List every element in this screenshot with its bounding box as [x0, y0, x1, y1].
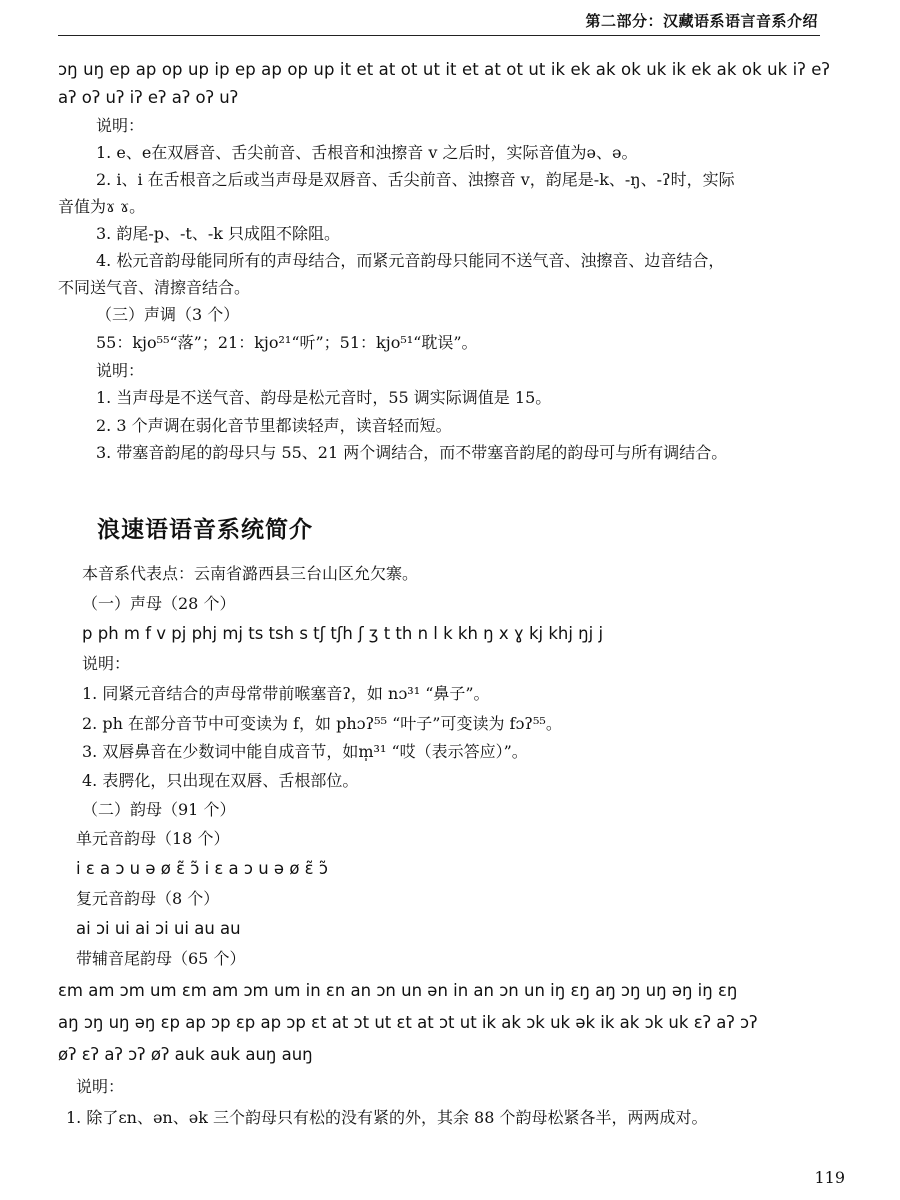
- initials-line: p ph m f v pj phj mj ts tsh s tʃ tʃh ʃ ʒ t th n l k kh ŋ x ɣ kj khj ŋj j: [82, 624, 604, 643]
- finals-heading: （二）韵母（91 个）: [82, 800, 236, 819]
- coda-line-3: øʔ ɛʔ aʔ ɔʔ øʔ auk auk auŋ auŋ: [58, 1045, 313, 1064]
- finals-line-1: ɔŋ uŋ ep ap op up ip ep ap op up it et at ot ut it et at ot ut ik ek ak ok uk ik ek ak ok uk iʔ eʔ: [58, 60, 830, 79]
- mono-line: i ɛ a ɔ u ə ø ɛ̃ ɔ̃ i ɛ a ɔ u ə ø ɛ̃ ɔ̃: [76, 859, 328, 878]
- notes-label: 说明：: [96, 116, 145, 135]
- initial-note-4: 4. 表腭化，只出现在双唇、舌根部位。: [82, 771, 359, 790]
- note-2b: 音值为ɤ ɤ。: [58, 197, 146, 216]
- initials-notes-label: 说明：: [82, 654, 131, 673]
- section-title: 浪速语语音系统简介: [97, 517, 313, 543]
- note-4a: 4. 松元音韵母能同所有的声母结合，而紧元音韵母只能同不送气音、浊擦音、边音结合，: [96, 251, 725, 270]
- note-2a: 2. i、i 在舌根音之后或当声母是双唇音、舌尖前音、浊擦音 v，韵尾是-k、-ŋ、-ʔ时，实际: [96, 170, 735, 189]
- diph-line: ai ɔi ui ai ɔi ui au au: [76, 919, 241, 938]
- note-4b: 不同送气音、清擦音结合。: [58, 278, 251, 297]
- coda-line-2: aŋ ɔŋ uŋ əŋ ɛp ap ɔp ɛp ap ɔp ɛt at ɔt ut ɛt at ɔt ut ik ak ɔk uk ək ik ak ɔk uk ɛʔ aʔ ɔʔ: [58, 1013, 758, 1032]
- tone-note-1: 1. 当声母是不送气音、韵母是松元音时，55 调实际调值是 15。: [96, 388, 552, 407]
- final-note-1: 1. 除了ɛn、ən、ək 三个韵母只有松的没有紧的外，其余 88 个韵母松紧各半，两两成对。: [66, 1108, 708, 1127]
- running-head: 第二部分：汉藏语系语言音系介绍: [585, 12, 818, 30]
- note-1: 1. e、e在双唇音、舌尖前音、舌根音和浊擦音 v 之后时，实际音值为ə、ə。: [96, 143, 638, 162]
- tone-note-3: 3. 带塞音韵尾的韵母只与 55、21 两个调结合，而不带塞音韵尾的韵母可与所有调结合。: [96, 443, 728, 462]
- tone-note-2: 2. 3 个声调在弱化音节里都读轻声，读音轻而短。: [96, 416, 452, 435]
- tones-line: 55：kjo⁵⁵“落”；21：kjo²¹“听”；51：kjo⁵¹“耽误”。: [96, 333, 478, 352]
- initial-note-2: 2. ph 在部分音节中可变读为 f，如 phɔʔ⁵⁵ “叶子”可变读为 fɔʔ⁵⁵。: [82, 714, 562, 733]
- tones-notes-label: 说明：: [96, 361, 145, 380]
- initial-note-1: 1. 同紧元音结合的声母常带前喉塞音ʔ，如 nɔ³¹ “鼻子”。: [82, 684, 490, 703]
- header-rule: [58, 35, 820, 36]
- coda-line-1: ɛm am ɔm um ɛm am ɔm um in ɛn an ɔn un ən in an ɔn un iŋ ɛŋ aŋ ɔŋ uŋ əŋ iŋ ɛŋ: [58, 981, 738, 1000]
- diph-heading: 复元音韵母（8 个）: [76, 889, 220, 908]
- finals-line-2: aʔ oʔ uʔ iʔ eʔ aʔ oʔ uʔ: [58, 88, 239, 107]
- note-3: 3. 韵尾-p、-t、-k 只成阻不除阻。: [96, 224, 341, 243]
- rep-point: 本音系代表点：云南省潞西县三台山区允欠寨。: [82, 564, 419, 583]
- finals-notes-label: 说明：: [76, 1077, 125, 1096]
- initial-note-3: 3. 双唇鼻音在少数词中能自成音节，如m̩³¹ “哎（表示答应）”。: [82, 742, 528, 761]
- page-number: 119: [814, 1168, 845, 1187]
- initials-heading: （一）声母（28 个）: [82, 594, 236, 613]
- coda-heading: 带辅音尾韵母（65 个）: [76, 949, 246, 968]
- mono-heading: 单元音韵母（18 个）: [76, 829, 230, 848]
- tones-heading: （三）声调（3 个）: [96, 305, 240, 324]
